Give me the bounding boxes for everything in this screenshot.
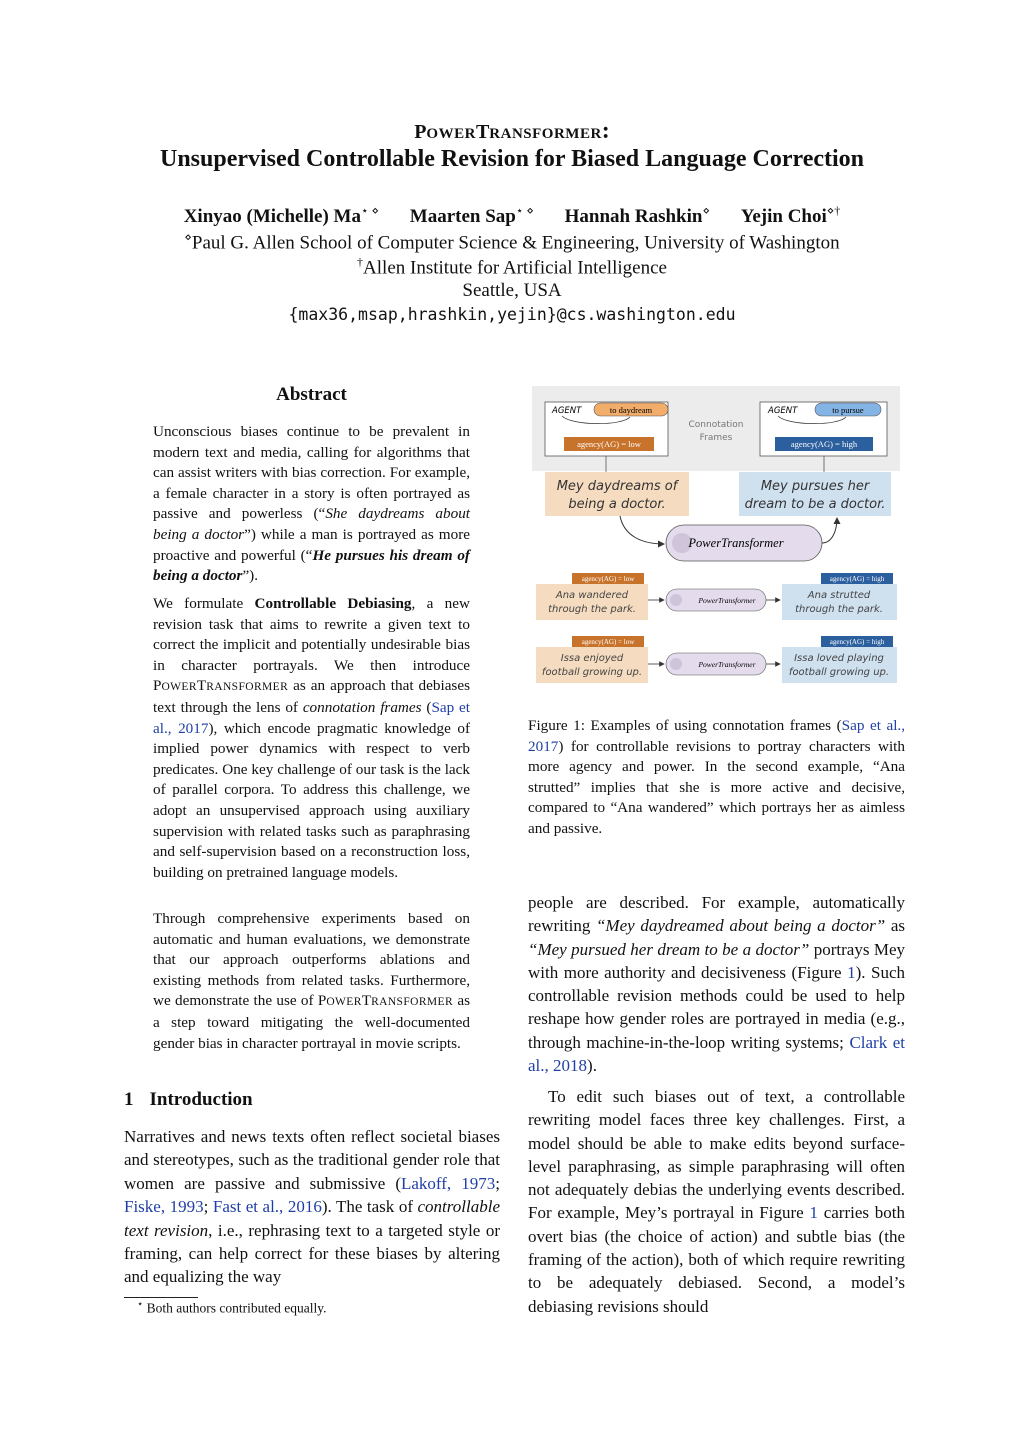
agency-low-label: agency(AG) = low: [577, 439, 641, 449]
svg-text:Ana wandered: Ana wandered: [555, 590, 629, 601]
author-list: [0, 204, 1024, 228]
svg-text:through the park.: through the park.: [548, 604, 636, 615]
footnote: ⋆ Both authors contributed equally.: [137, 1299, 327, 1316]
citation-link[interactable]: Lakoff, 1973: [400, 1173, 496, 1193]
author: Yejin Choi⋄†: [740, 204, 841, 228]
svg-text:Issa loved playing: Issa loved playing: [794, 653, 884, 664]
citation-link[interactable]: Sap et al., 2017: [528, 717, 906, 755]
citation-link[interactable]: Clark et al., 2018: [528, 1032, 905, 1076]
author: Xinyao (Michelle) Ma⋆ ⋄: [183, 204, 380, 228]
svg-text:agency(AG) = high: agency(AG) = high: [829, 638, 885, 646]
paper-subtitle: Unsupervised Controllable Revision for Biased Language Correction: [159, 146, 865, 172]
verb-label-left: to daydream: [609, 405, 653, 415]
svg-text:agency(AG) = low: agency(AG) = low: [581, 575, 635, 583]
robot-icon: [670, 658, 682, 670]
agency-high-label: agency(AG) = high: [790, 439, 858, 449]
connotation-label: Connotation: [688, 420, 744, 430]
figure-1-diagram: [532, 386, 900, 686]
abstract-paragraph: Through comprehensive experiments based on automatic and human evaluations, we demonstrate that our approach outperforms ablations and existing methods from related tasks. Furthermore, we demonstrate the use of POWERTRANSFORMER as a step toward mitigating the well-documented gender bias in character portrayal in movie scripts.: [153, 910, 470, 1052]
agent-label-left: AGENT: [552, 406, 582, 416]
robot-icon: [670, 594, 682, 606]
agent-label-right: AGENT: [768, 406, 798, 416]
abstract-paragraph: We formulate Controllable Debiasing, a new revision task that aims to rewrite a given text to correct the implicit and potentially undesirable bias in character portrayals. We then introduce POWERTRANSFORMER as an approach that debiases text through the lens of connotation frames (Sap et al., 2017), which encode pragmatic knowledge of implied power dynamics with respect to verb predicates. One key challenge of our task is the lack of parallel corpora. To address this challenge, we adopt an unsupervised approach using auxiliary supervision with related tasks such as paraphrasing and self-supervision based on a reconstruction loss, building on pretrained language models.: [153, 595, 471, 881]
frames-label: Frames: [699, 433, 733, 443]
affiliation-ai2: †Allen Institute for Artificial Intelligence: [357, 255, 667, 279]
svg-text:PowerTransformer: PowerTransformer: [698, 660, 756, 669]
figure-reference-link[interactable]: 1: [847, 962, 856, 982]
affiliation-uw: ⋄Paul G. Allen School of Computer Science & Engineering, University of Washington: [184, 230, 840, 254]
affiliation-city: Seattle, USA: [462, 280, 562, 301]
verb-label-right: to pursue: [832, 405, 864, 415]
svg-text:PowerTransformer: PowerTransformer: [698, 596, 756, 605]
section-heading-introduction: 1 Introduction: [124, 1089, 253, 1110]
figure-1-caption: Figure 1: Examples of using connotation frames (Sap et al., 2017) for controllable revisions to portray characters with more agency and power. In the second example, “Ana strutted” implies that she is more active and decisive, compared to “Ana wandered” which portrays her as aimless and passive.: [528, 717, 906, 837]
body-paragraph: people are described. For example, automatically rewriting “Mey daydreamed about being a doctor” as “Mey pursued her dream to be a doctor” portrays Mey with more authority and decisiveness (Figure 1). Such controllable revision methods could be used to help reshape how gender roles are portrayed in media (e.g., through machine-in-the-loop writing systems; Clark et al., 2018).: [528, 893, 906, 1076]
body-paragraph: To edit such biases out of text, a controllable rewriting model faces three key challenges. First, a model should be able to make edits beyond surface-level paraphrasing, as simple paraphrasing will often not adequately debias the underlying events described. For example, Mey’s portrayal in Figure 1 carries both overt bias (the choice of action) and subtle bias (the framing of the action), both of which require rewriting to be adequately debiased. Second, a model’s debiasing revisions should: [528, 1087, 905, 1316]
citation-link[interactable]: Fiske, 1993: [124, 1197, 204, 1217]
figure-reference-link[interactable]: 1: [809, 1203, 818, 1223]
svg-text:agency(AG) = high: agency(AG) = high: [829, 575, 885, 583]
svg-text:football growing up.: football growing up.: [788, 667, 890, 678]
citation-link[interactable]: Sap et al., 2017: [153, 698, 471, 737]
svg-text:Ana strutted: Ana strutted: [807, 590, 871, 601]
svg-text:Mey pursues her: Mey pursues her: [760, 479, 870, 494]
footnote-rule: [124, 1297, 198, 1298]
svg-text:football growing up.: football growing up.: [541, 667, 643, 678]
author-emails: {max36,msap,hrashkin,yejin}@cs.washington.edu: [288, 305, 736, 324]
author: Maarten Sap⋆ ⋄: [409, 204, 534, 228]
svg-text:Issa enjoyed: Issa enjoyed: [560, 653, 624, 664]
svg-text:being a doctor.: being a doctor.: [568, 497, 666, 512]
intro-paragraph: Narratives and news texts often reflect societal biases and stereotypes, such as the traditional gender role that women are passive and submissive (Lakoff, 1973; Fiske, 1993; Fast et al., 2016). The task of controllable text revision, i.e., rephrasing text to a targeted style or framing, can help correct for these biases by altering and equalizing the way: [124, 1127, 500, 1287]
abstract-paragraph: Unconscious biases continue to be prevalent in modern text and media, calling for algorithms that can assist writers with bias correction. For example, a female character in a story is often portrayed as passive and powerless (“She daydreams about being a doctor”) while a man is portrayed as more proactive and powerful (“He pursues his dream of being a doctor”).: [153, 423, 471, 585]
abstract-heading: Abstract: [276, 384, 347, 405]
svg-text:dream to be a doctor.: dream to be a doctor.: [744, 497, 886, 512]
svg-text:PowerTransformer: PowerTransformer: [688, 536, 784, 550]
citation-link[interactable]: Fast et al., 2016: [212, 1197, 322, 1217]
svg-text:Mey daydreams of: Mey daydreams of: [556, 479, 678, 494]
author: Hannah Rashkin⋄: [564, 204, 710, 228]
svg-text:through the park.: through the park.: [795, 604, 883, 615]
paper-title-name: POWERTRANSFORMER:: [414, 118, 610, 144]
svg-text:agency(AG) = low: agency(AG) = low: [581, 638, 635, 646]
